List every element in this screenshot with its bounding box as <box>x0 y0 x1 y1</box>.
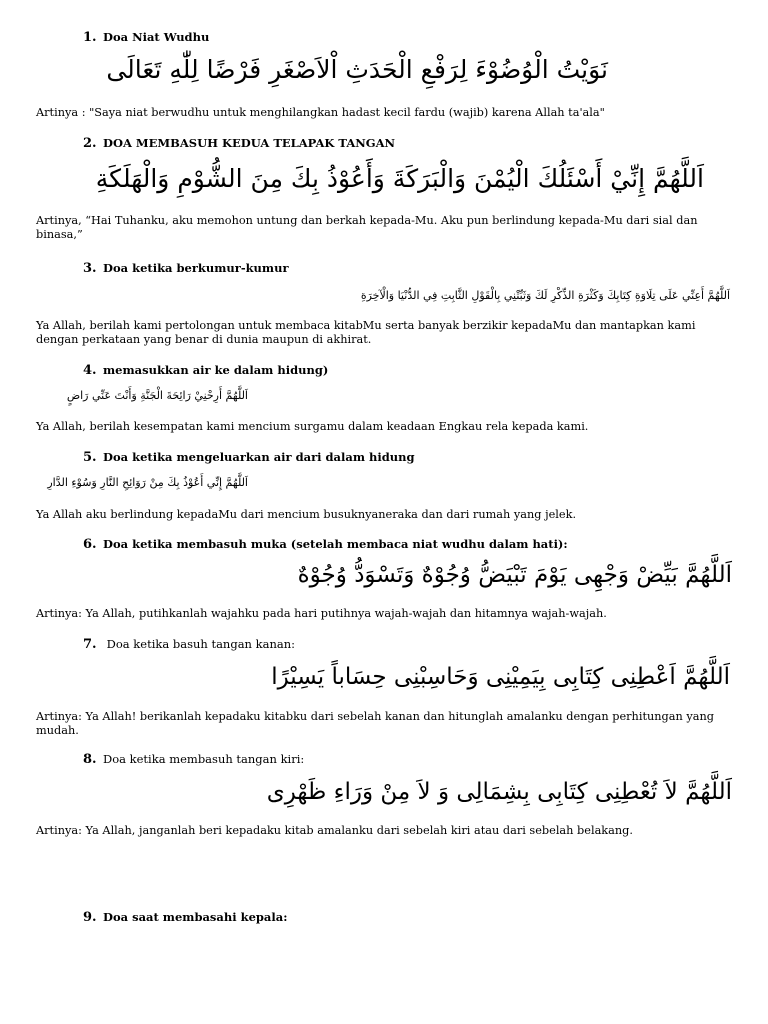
item-8-arabic: اَللَّهُمَّ لاَ تُعْطِنِى كِتَابِى بِشِمَالِى وَ لاَ مِنْ وَرَاءِ ظَهْرِى <box>266 779 732 805</box>
item-1-translation: Artinya : "Saya niat berwudhu untuk menghilangkan hadast kecil fardu (wajib) karena Allah ta'ala" <box>36 106 605 119</box>
heading-text: Doa ketika membasuh muka (setelah membaca niat wudhu dalam hati): <box>103 537 568 551</box>
item-7-heading <box>83 637 295 652</box>
heading-text: Doa Niat Wudhu <box>103 30 210 44</box>
item-number: 5. <box>83 450 97 465</box>
heading-text: memasukkan air ke dalam hidung) <box>103 363 329 377</box>
item-3-translation: Ya Allah, berilah kami pertolongan untuk membaca kitabMu serta banyak berzikir kepadaMu dan mantapkan kami dengan perkataan yang benar di dunia maupun di akhirat. <box>36 319 696 346</box>
item-3-heading <box>83 261 289 276</box>
item-number: 7. <box>83 637 97 652</box>
item-number: 9. <box>83 910 97 925</box>
item-1-heading <box>83 30 209 45</box>
heading-text: Doa ketika berkumur-kumur <box>103 261 289 275</box>
item-2-translation: Artinya, “Hai Tuhanku, aku memohon untung dan berkah kepada-Mu. Aku pun berlindung kepada-Mu dari sial dan binasa,” <box>36 214 698 241</box>
item-7-arabic: اَللَّهُمَّ اَعْطِنِى كِتَابِى بِيَمِيْنِى وَحَاسِبْنِى حِسَاباً يَسِيْرًا <box>271 664 730 690</box>
item-9-heading <box>83 910 287 925</box>
item-number: 3. <box>83 261 97 276</box>
item-number: 2. <box>83 136 97 151</box>
item-3-arabic: اَللَّهُمَّ أَعِنِّي عَلَى تِلَاوَةِ كِتَابِكَ وَكَثْرَةِ الذِّكْرِ لَكَ وَثَبِّتْنِي بِالْقَوْلِ الثَّابِتِ فِي الدُّنْيَا وَالْآخِرَةِ <box>360 289 730 302</box>
heading-text: DOA MEMBASUH KEDUA TELAPAK TANGAN <box>103 136 396 150</box>
heading-text: Doa ketika membasuh tangan kiri: <box>103 752 305 766</box>
item-6-arabic: اَللَّهُمَّ بَيِّضْ وَجْهِى يَوْمَ تَبْيَضُّ وُجُوْهٌ وَتَسْوَدُّ وُجُوْهٌ <box>297 562 732 588</box>
item-6-heading <box>83 537 568 552</box>
heading-text: Doa ketika basuh tangan kanan: <box>103 637 295 651</box>
item-5-translation: Ya Allah aku berlindung kepadaMu dari mencium busuknyaneraka dan dari rumah yang jelek. <box>36 508 577 521</box>
item-4-heading <box>83 363 328 378</box>
item-4-translation: Ya Allah, berilah kesempatan kami mencium surgamu dalam keadaan Engkau rela kepada kami. <box>36 420 589 433</box>
item-number: 4. <box>83 363 97 378</box>
item-4-arabic: اَللَّهُمَّ أَرِحْنِيْ رَائِحَةَ الْجَنَّةِ وَأَنْتَ عَنِّي رَاضٍ <box>66 389 248 402</box>
item-8-heading <box>83 752 304 767</box>
item-8-translation: Artinya: Ya Allah, janganlah beri kepadaku kitab amalanku dari sebelah kiri atau dari sebelah belakang. <box>36 824 633 837</box>
item-1-arabic: نَوَيْتُ الْوُضُوْءَ لِرَفْعِ الْحَدَثِ اْلاَصْغَرِ فَرْضًا لِلّٰهِ تَعَالَى <box>106 55 608 84</box>
heading-text: Doa saat membasahi kepala: <box>103 910 288 924</box>
item-number: 6. <box>83 537 97 552</box>
item-2-heading <box>83 136 395 151</box>
item-2-arabic: اَللَّهُمَّ إِنِّيْ أَسْئَلُكَ الْيُمْنَ وَالْبَرَكَةَ وَأَعُوْذُ بِكَ مِنَ الشُّوْمِ وَالْهَلَكَةِ <box>95 164 704 193</box>
item-number: 1. <box>83 30 97 45</box>
item-6-translation: Artinya: Ya Allah, putihkanlah wajahku pada hari putihnya wajah-wajah dan hitamnya wajah-wajah. <box>36 607 607 620</box>
item-number: 8. <box>83 752 97 767</box>
item-5-arabic: اَللَّهُمَّ إِنِّي أَعُوْذُ بِكَ مِنْ رَوَائِحِ النَّارِ وَسُوْءِ الدَّارِ <box>47 476 248 489</box>
item-7-translation: Artinya: Ya Allah! berikanlah kepadaku kitabku dari sebelah kanan dan hitunglah amalanku dengan perhitungan yang mudah. <box>36 710 714 737</box>
heading-text: Doa ketika mengeluarkan air dari dalam hidung <box>103 450 415 464</box>
item-5-heading <box>83 450 415 465</box>
